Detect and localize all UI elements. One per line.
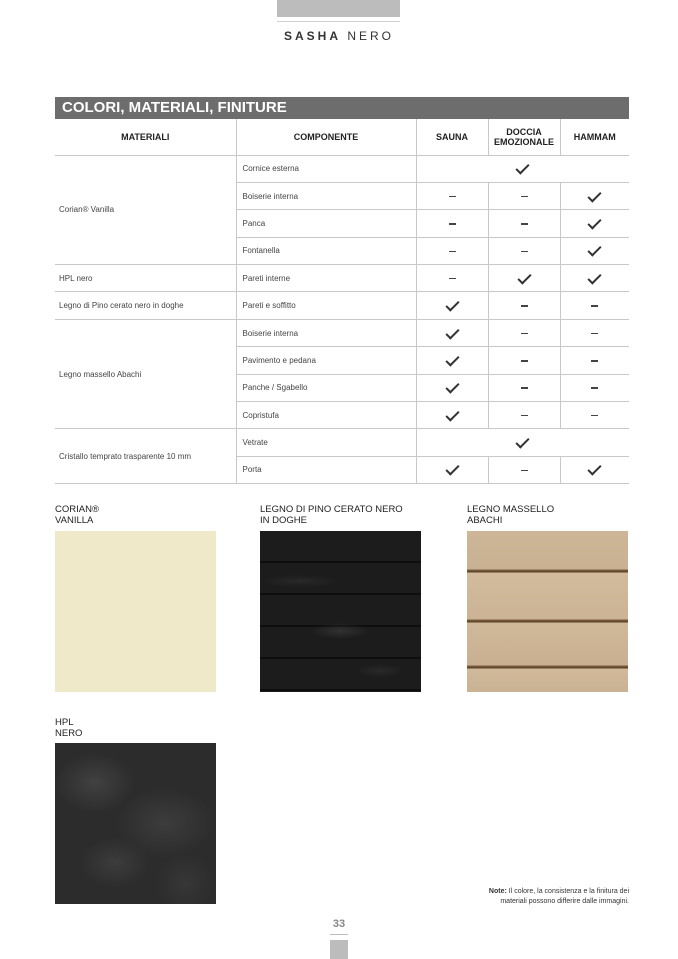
component-cell: Pareti interne	[236, 265, 416, 292]
component-cell: Boiserie interna	[236, 319, 416, 346]
dash-icon	[521, 415, 528, 417]
component-cell: Panca	[236, 210, 416, 237]
header-doccia-line1: DOCCIA	[506, 126, 542, 137]
note-label: Note:	[488, 888, 507, 895]
check-icon	[445, 380, 459, 394]
swatch-label-line2: ABACHI	[467, 515, 503, 526]
table-row	[55, 319, 629, 346]
page-number: 33	[332, 918, 346, 930]
brand-bold: SASHA	[283, 29, 341, 43]
header-sauna: SAUNA	[416, 119, 488, 155]
dash-icon	[591, 415, 598, 417]
check-icon	[445, 407, 459, 421]
component-cell: Copristufa	[236, 402, 416, 429]
swatch-hpl-nero	[55, 743, 216, 904]
dash-icon	[521, 305, 528, 307]
swatch-label-line1: CORIAN®	[55, 504, 99, 515]
dash-icon	[521, 223, 528, 225]
swatch-label-line1: LEGNO MASSELLO	[467, 504, 555, 515]
check-icon	[516, 161, 530, 175]
page-decor-line	[330, 934, 348, 935]
dash-icon	[521, 333, 528, 335]
check-icon	[588, 188, 602, 202]
check-icon	[445, 462, 459, 476]
dash-icon	[449, 196, 456, 198]
dash-cell	[488, 319, 560, 346]
check-cell	[416, 155, 629, 182]
check-icon	[445, 352, 459, 366]
swatch-label-pino	[260, 504, 403, 526]
table-row	[55, 292, 629, 319]
check-icon	[516, 435, 530, 449]
dash-icon	[591, 387, 598, 389]
material-cell: Legno di Pino cerato nero in doghe	[55, 292, 236, 319]
check-cell	[488, 265, 560, 292]
disclaimer-note	[429, 887, 629, 907]
component-cell: Boiserie interna	[236, 182, 416, 209]
check-cell	[560, 265, 629, 292]
material-cell: HPL nero	[55, 265, 236, 292]
check-cell	[560, 456, 629, 483]
material-cell: Corian® Vanilla	[55, 155, 236, 265]
dash-cell	[560, 402, 629, 429]
check-cell	[416, 429, 629, 456]
dash-cell	[416, 210, 488, 237]
header-materiali: MATERIALI	[55, 119, 236, 155]
dash-icon	[521, 387, 528, 389]
swatch-label-hpl	[55, 717, 82, 739]
top-decor-bar	[277, 0, 400, 17]
dash-icon	[591, 360, 598, 362]
dash-icon	[591, 305, 598, 307]
check-cell	[416, 292, 488, 319]
material-cell: Legno massello Abachi	[55, 319, 236, 429]
dash-cell	[560, 347, 629, 374]
check-cell	[416, 374, 488, 401]
check-cell	[560, 210, 629, 237]
component-cell: Cornice esterna	[236, 155, 416, 182]
dash-cell	[488, 182, 560, 209]
swatch-pino-nero	[260, 531, 421, 692]
swatch-label-line2: VANILLA	[55, 515, 94, 526]
dash-icon	[591, 333, 598, 335]
brand-title	[200, 29, 478, 43]
component-cell: Panche / Sgabello	[236, 374, 416, 401]
dash-cell	[488, 402, 560, 429]
check-icon	[588, 215, 602, 229]
dash-cell	[488, 292, 560, 319]
dash-icon	[521, 196, 528, 198]
dash-icon	[521, 470, 528, 472]
dash-icon	[449, 223, 456, 225]
section-title: COLORI, MATERIALI, FINITURE	[55, 97, 629, 119]
dash-cell	[416, 237, 488, 264]
swatch-label-line2: IN DOGHE	[260, 515, 307, 526]
check-icon	[445, 298, 459, 312]
top-decor-line	[277, 21, 400, 22]
swatch-label-line1: HPL	[55, 717, 74, 728]
dash-cell	[416, 182, 488, 209]
component-cell: Vetrate	[236, 429, 416, 456]
dash-cell	[488, 374, 560, 401]
header-doccia-line2: EMOZIONALE	[494, 136, 554, 147]
dash-cell	[488, 210, 560, 237]
check-cell	[416, 347, 488, 374]
header-componente: COMPONENTE	[236, 119, 416, 155]
table-row	[55, 155, 629, 182]
table-row	[55, 265, 629, 292]
page-decor-box	[330, 940, 348, 959]
table-header-row	[55, 119, 629, 155]
dash-icon	[521, 251, 528, 253]
dash-cell	[560, 374, 629, 401]
component-cell: Pareti e soffitto	[236, 292, 416, 319]
dash-icon	[449, 278, 456, 280]
check-icon	[445, 325, 459, 339]
table-row	[55, 429, 629, 456]
check-cell	[560, 237, 629, 264]
check-cell	[416, 319, 488, 346]
brand-light: NERO	[347, 29, 395, 43]
component-cell: Pavimento e pedana	[236, 347, 416, 374]
dash-cell	[488, 347, 560, 374]
material-cell: Cristallo temprato trasparente 10 mm	[55, 429, 236, 484]
dash-cell	[416, 265, 488, 292]
check-cell	[416, 402, 488, 429]
note-text-line2: materiali possono differire dalle immagini.	[500, 898, 629, 905]
swatch-label-line2: NERO	[55, 728, 83, 739]
check-cell	[560, 182, 629, 209]
dash-icon	[449, 251, 456, 253]
check-icon	[588, 462, 602, 476]
dash-icon	[521, 360, 528, 362]
swatch-label-corian	[55, 504, 99, 526]
dash-cell	[560, 319, 629, 346]
swatch-label-abachi	[467, 504, 554, 526]
dash-cell	[488, 456, 560, 483]
check-icon	[588, 243, 602, 257]
check-icon	[517, 270, 531, 284]
swatch-label-line1: LEGNO DI PINO CERATO NERO	[260, 504, 403, 515]
swatch-corian-vanilla	[55, 531, 216, 692]
note-text-line1: Il colore, la consistenza e la finitura dei	[508, 888, 629, 895]
check-cell	[416, 456, 488, 483]
component-cell: Porta	[236, 456, 416, 483]
component-cell: Fontanella	[236, 237, 416, 264]
header-hammam: HAMMAM	[560, 119, 629, 155]
materials-table	[55, 119, 629, 484]
swatch-abachi	[467, 531, 628, 692]
header-doccia	[488, 119, 560, 155]
check-icon	[588, 270, 602, 284]
dash-cell	[560, 292, 629, 319]
dash-cell	[488, 237, 560, 264]
